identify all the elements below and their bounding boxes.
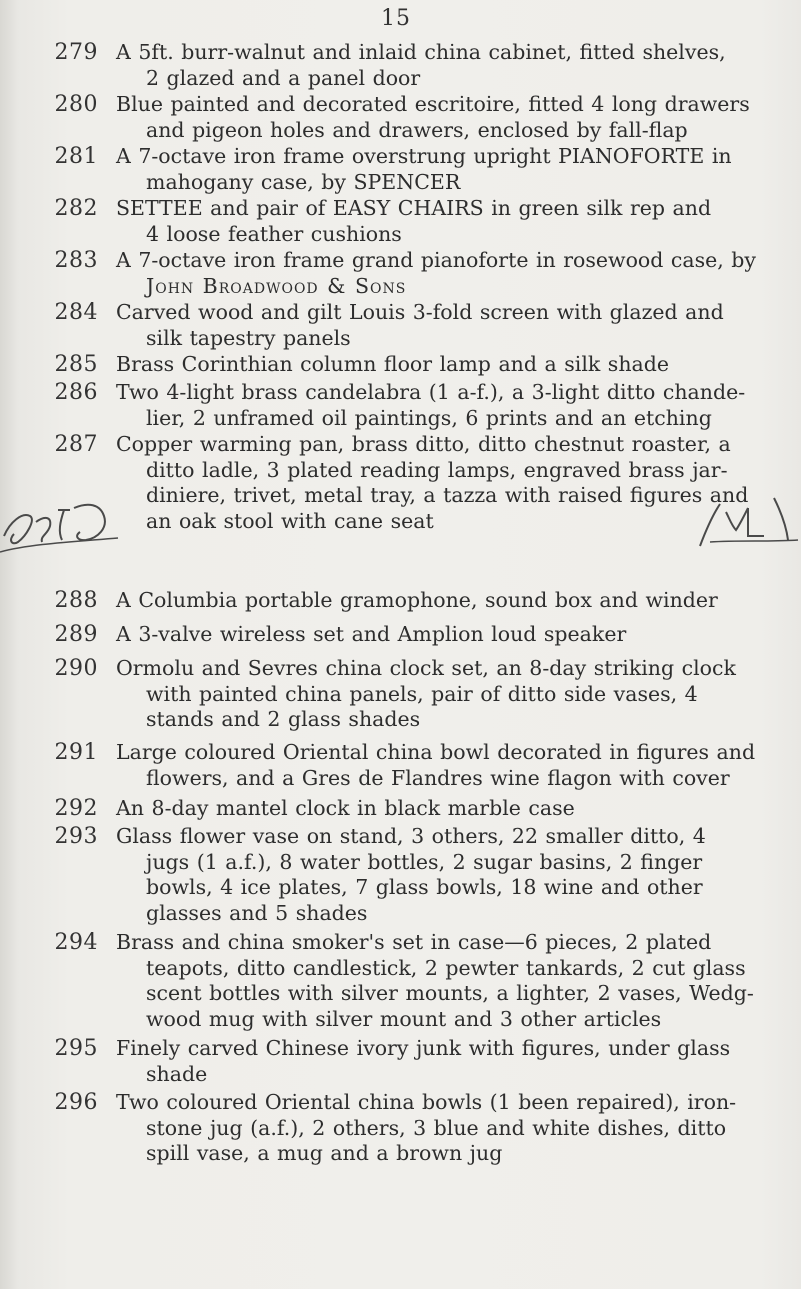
lot-line: 4 loose feather cushions [146,221,402,246]
handwritten-annotation-left [0,492,120,554]
handwritten-annotation-right [690,490,801,550]
lot-number: 279 [54,40,98,65]
lot-description [116,740,776,791]
lot-line: Blue painted and decorated escritoire, fitted 4 long drawers [116,92,750,116]
lot-number: 291 [54,740,98,765]
lot-description [116,300,776,351]
lot-description [116,352,776,378]
lot-number: 295 [54,1036,98,1061]
lot-line: glasses and 5 shades [146,900,368,925]
lot-description [116,1090,776,1167]
lot-line: John Broadwood & Sons [146,273,407,298]
lot-number: 293 [54,824,98,849]
lot-number: 292 [54,796,98,821]
lot-description [116,656,776,733]
lot-line: scent bottles with silver mounts, a lighter, 2 vases, Wedg- [146,981,754,1005]
lot-line: A 5ft. burr-walnut and inlaid china cabinet, fitted shelves, [116,40,726,64]
lot-number: 294 [54,930,98,955]
lot-line: Large coloured Oriental china bowl decorated in figures and [116,740,756,764]
lot-line: Glass flower vase on stand, 3 others, 22 smaller ditto, 4 [116,824,706,848]
lot-number: 281 [54,144,98,169]
lot-description [116,796,776,822]
lot-line: jugs (1 a.f.), 8 water bottles, 2 sugar basins, 2 finger [146,849,703,874]
lot-description [116,1036,776,1087]
lot-line: stands and 2 glass shades [146,707,421,731]
lot-description [116,248,776,299]
lot-number: 296 [54,1090,98,1115]
lot-description [116,380,776,431]
lot-line: Two coloured Oriental china bowls (1 been repaired), iron- [116,1090,737,1114]
lot-number: 282 [54,196,98,221]
lot-description [116,432,776,534]
lot-line: A 7-octave iron frame overstrung upright PIANOFORTE in [116,144,732,168]
page-number: 15 [381,6,411,31]
lot-description [116,40,776,91]
lot-line: wood mug with silver mount and 3 other articles [146,1006,662,1031]
lot-number: 289 [54,622,98,647]
lot-line: A 3-valve wireless set and Amplion loud speaker [116,622,627,646]
lot-description [116,92,776,143]
lot-line: Brass Corinthian column floor lamp and a silk shade [116,352,670,376]
lot-line: spill vase, a mug and a brown jug [146,1141,503,1165]
lot-description [116,144,776,195]
lot-line: silk tapestry panels [146,325,351,350]
lot-line: flowers, and a Gres de Flandres wine flagon with cover [146,765,730,790]
lot-line: and pigeon holes and drawers, enclosed by fall-flap [146,117,688,142]
lot-line: SETTEE and pair of EASY CHAIRS in green silk rep and [116,196,712,220]
lot-description [116,930,776,1032]
lot-line: mahogany case, by SPENCER [146,169,461,194]
lot-line: Ormolu and Sevres china clock set, an 8-day striking clock [116,656,736,680]
lot-line: Copper warming pan, brass ditto, ditto chestnut roaster, a [116,432,731,456]
lot-line: A 7-octave iron frame grand pianoforte in rosewood case, by [116,248,756,272]
page-edge-shadow [0,0,18,1289]
lot-line: A Columbia portable gramophone, sound box and winder [116,588,718,612]
lot-line: lier, 2 unframed oil paintings, 6 prints and an etching [146,405,712,430]
lot-line: shade [146,1061,208,1086]
lot-line: Brass and china smoker's set in case—6 pieces, 2 plated [116,930,712,954]
lot-line: teapots, ditto candlestick, 2 pewter tankards, 2 cut glass [146,955,746,980]
lot-line: Two 4-light brass candelabra (1 a-f.), a 3-light ditto chande- [116,380,746,404]
lot-number: 290 [54,656,98,681]
lot-number: 285 [54,352,98,377]
lot-line: Finely carved Chinese ivory junk with figures, under glass [116,1036,731,1060]
lot-number: 284 [54,300,98,325]
lot-number: 283 [54,248,98,273]
lot-description [116,824,776,926]
lot-line: with painted china panels, pair of ditto side vases, 4 [146,681,698,706]
lot-line: an oak stool with cane seat [146,508,434,533]
lot-line: bowls, 4 ice plates, 7 glass bowls, 18 wine and other [146,875,703,899]
lot-number: 288 [54,588,98,613]
lot-line: diniere, trivet, metal tray, a tazza with raised figures and [146,483,749,507]
lot-line: stone jug (a.f.), 2 others, 3 blue and white dishes, ditto [146,1115,727,1140]
lot-line: An 8-day mantel clock in black marble case [116,796,575,820]
lot-description [116,196,776,247]
lot-number: 286 [54,380,98,405]
lot-description [116,588,776,614]
lot-line: Carved wood and gilt Louis 3-fold screen with glazed and [116,300,724,324]
lot-description [116,622,776,648]
lot-line: 2 glazed and a panel door [146,65,421,90]
lot-number: 287 [54,432,98,457]
lot-number: 280 [54,92,98,117]
lot-line: ditto ladle, 3 plated reading lamps, engraved brass jar- [146,457,728,482]
